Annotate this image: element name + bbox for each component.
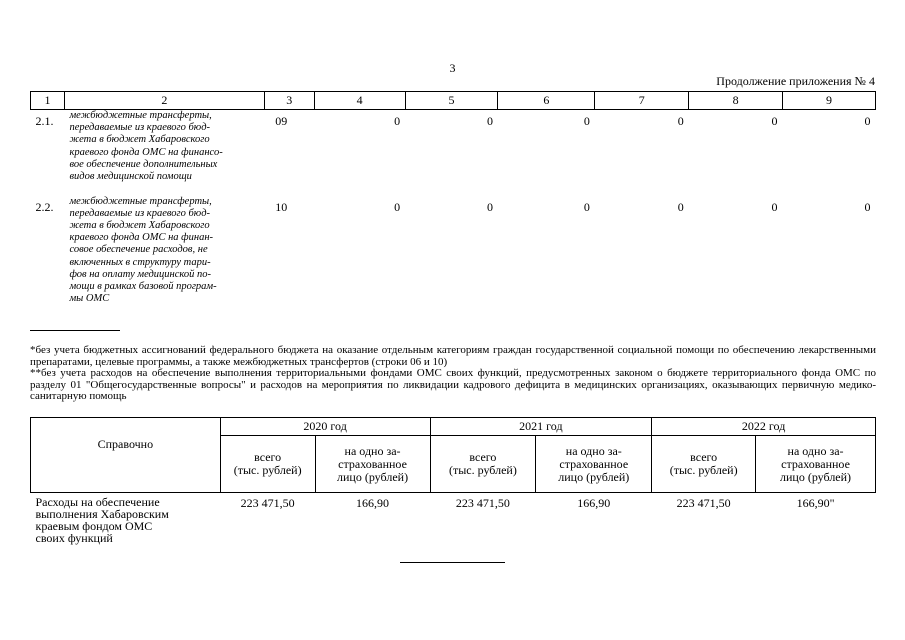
row-value: 0 xyxy=(771,114,778,128)
row-value: 0 xyxy=(486,114,493,128)
row-value: 166,90 xyxy=(577,496,611,510)
desc-line: вое обеспечение дополнительных xyxy=(69,158,218,170)
subheader-per-person xyxy=(315,436,430,493)
desc-line: краевого фонда ОМС на финансо- xyxy=(69,146,223,158)
sub-line: на одно за- xyxy=(344,443,401,458)
label-line: краевым фондом ОМС xyxy=(35,519,153,533)
table-row xyxy=(31,110,876,196)
footnote-separator xyxy=(30,330,120,331)
desc-line: совое обеспечение расходов, не xyxy=(69,244,208,256)
sub-line: страхованное xyxy=(338,456,407,471)
row-code: 10 xyxy=(275,199,288,214)
row-value: 0 xyxy=(394,199,401,214)
year-header: 2020 год xyxy=(220,418,430,436)
row-value: 223 471,50 xyxy=(240,496,295,510)
corner-cell: Справочно xyxy=(31,418,221,493)
row-value: 0 xyxy=(486,199,493,214)
header-cell: 9 xyxy=(783,92,876,110)
sub-line: лицо (рублей) xyxy=(780,469,852,484)
subheader-total xyxy=(430,436,536,493)
header-cell: 6 xyxy=(498,92,595,110)
desc-line: мощи в рамках базовой програм- xyxy=(69,280,217,292)
header-cell: 1 xyxy=(31,92,65,110)
subheader-total xyxy=(652,436,756,493)
desc-line: краевого фонда ОМС на финан- xyxy=(69,232,214,244)
desc-line: мы ОМС xyxy=(69,293,110,305)
year-header: 2022 год xyxy=(652,418,876,436)
label-line: выполнения Хабаровским xyxy=(35,507,169,521)
header-cell: 7 xyxy=(595,92,689,110)
label-line: Расходы на обеспечение xyxy=(35,495,160,509)
row-description xyxy=(64,110,264,196)
row-number: 2.1. xyxy=(35,114,54,128)
row-value: 0 xyxy=(864,199,871,214)
sub-line: на одно за- xyxy=(565,443,622,458)
footnote-2: **без учета расходов на обеспечение выполнения территориальными фондами ОМС своих функций, предусмотренных законом о бюджете территориального фонда ОМС по разделу 01 "Общегосударственные вопросы" и расходов на мероприятия по ликвидации кадрового дефицита в медицинских организациях, оказывающих первичную медико-санитарную помощь xyxy=(30,367,876,402)
row-value: 223 471,50 xyxy=(455,496,510,510)
sub-line: лицо (рублей) xyxy=(337,469,409,484)
sub-line: на одно за- xyxy=(787,443,844,458)
sub-line: всего xyxy=(469,450,497,464)
main-table xyxy=(30,91,876,305)
header-cell: 5 xyxy=(405,92,498,110)
header-cell: 8 xyxy=(689,92,783,110)
end-separator xyxy=(400,562,505,563)
row-value: 0 xyxy=(771,199,778,214)
page-number: 3 xyxy=(449,61,456,75)
sub-line: лицо (рублей) xyxy=(558,469,630,484)
footnotes xyxy=(30,345,876,403)
subheader-per-person xyxy=(756,436,876,493)
row-label xyxy=(31,493,221,545)
year-header: 2021 год xyxy=(430,418,652,436)
reference-table xyxy=(30,417,876,544)
desc-line: передаваемые из краевого бюд- xyxy=(69,207,210,219)
sub-line: всего xyxy=(690,450,718,464)
desc-line: видов медицинской помощи xyxy=(69,171,192,183)
table-row xyxy=(31,493,876,545)
desc-line: жета в бюджет Хабаровского xyxy=(69,134,210,146)
header-cell: 3 xyxy=(264,92,314,110)
sub-line: (тыс. рублей) xyxy=(448,463,517,477)
desc-line: межбюджетные трансферты, xyxy=(69,110,212,121)
sub-line: страхованное xyxy=(781,456,850,471)
sub-line: страхованное xyxy=(559,456,629,471)
row-number: 2.2. xyxy=(35,199,54,214)
sub-line: (тыс. рублей) xyxy=(233,463,302,477)
desc-line: межбюджетные трансферты, xyxy=(69,195,212,207)
year-row xyxy=(31,418,876,436)
table-row xyxy=(31,196,876,306)
sub-line: (тыс. рублей) xyxy=(669,463,738,477)
row-value: 166,90" xyxy=(796,496,835,510)
header-row xyxy=(31,92,876,110)
row-value: 0 xyxy=(677,199,684,214)
desc-line: передаваемые из краевого бюд- xyxy=(69,122,210,134)
header-cell: 4 xyxy=(314,92,405,110)
row-value: 0 xyxy=(864,114,871,128)
appendix-caption: Продолжение приложения № 4 xyxy=(716,74,875,88)
row-value: 0 xyxy=(583,114,590,128)
label-line: своих функций xyxy=(35,531,113,545)
header-cell: 2 xyxy=(64,92,264,110)
desc-line: жета в бюджет Хабаровского xyxy=(69,219,210,231)
row-value: 223 471,50 xyxy=(676,496,731,510)
row-description xyxy=(64,196,264,306)
row-code: 09 xyxy=(275,114,288,128)
desc-line: включенных в структуру тари- xyxy=(69,256,211,268)
row-value: 0 xyxy=(394,114,401,128)
sub-line: всего xyxy=(254,450,282,464)
row-value: 166,90 xyxy=(356,496,390,510)
subheader-total xyxy=(220,436,315,493)
subheader-per-person xyxy=(536,436,652,493)
desc-line: фов на оплату медицинской по- xyxy=(69,268,212,280)
footnote-1: *без учета бюджетных ассигнований федерального бюджета на оказание отдельным категориям граждан государственной социальной помощи по обеспечению лекарственными препаратами, целевые программы, а также межбюджетных трансфертов (строки 06 и 10) xyxy=(30,344,876,368)
row-value: 0 xyxy=(583,199,590,214)
row-value: 0 xyxy=(677,114,684,128)
